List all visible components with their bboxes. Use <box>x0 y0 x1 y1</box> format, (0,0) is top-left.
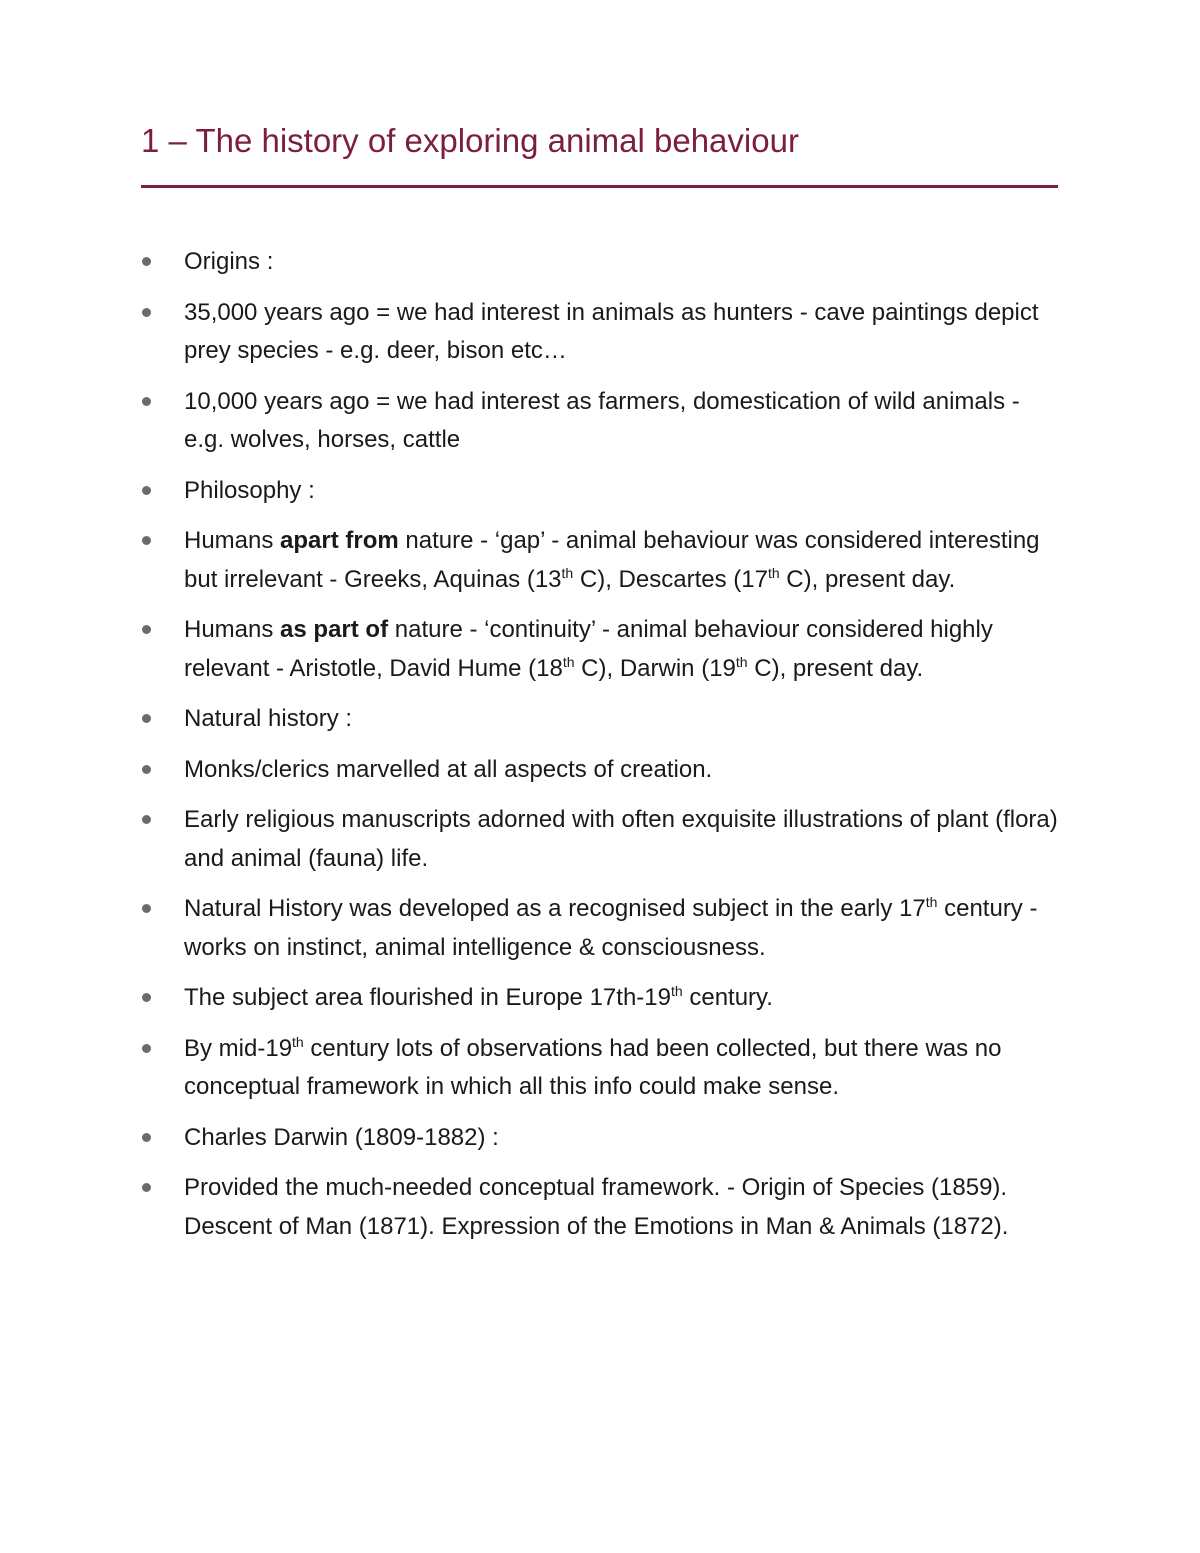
list-item-text <box>184 756 712 783</box>
list-item <box>141 1119 1061 1158</box>
bold-text: apart from <box>280 527 399 554</box>
list-item-text <box>184 895 1037 961</box>
superscript: th <box>670 983 683 999</box>
text-segment: C), present day. <box>747 654 924 682</box>
text-segment: Philosophy : <box>184 476 315 504</box>
bullet-icon <box>142 486 151 495</box>
text-segment: Charles Darwin (1809-1882) : <box>184 1123 499 1151</box>
list-item-text <box>184 527 1040 593</box>
list-item <box>141 751 1061 790</box>
list-item <box>141 472 1061 511</box>
bullet-icon <box>142 1133 151 1142</box>
bullet-icon <box>142 1183 151 1192</box>
list-item-text <box>184 1174 1008 1240</box>
list-item-text <box>184 299 1039 365</box>
list-item-text <box>184 248 273 275</box>
list-item <box>141 294 1061 371</box>
bullet-icon <box>142 815 151 824</box>
text-segment: 10,000 years ago = we had interest as farmers, domestication of wild animals - e.g. wolves, horses, cattle <box>184 387 1020 453</box>
text-segment: Monks/clerics marvelled at all aspects of creation. <box>184 755 713 783</box>
text-segment: By mid-19 <box>184 1034 293 1062</box>
superscript: th <box>767 564 780 581</box>
text-segment: Early religious manuscripts adorned with often exquisite illustrations of plant (flora) and animal (fauna) life. <box>184 806 1058 872</box>
text-segment: 35,000 years ago = we had interest in animals as hunters - cave paintings depict prey species - e.g. deer, bison etc… <box>184 298 1039 364</box>
list-item <box>141 979 1061 1018</box>
bullet-list <box>141 243 1061 1258</box>
bullet-icon <box>142 765 151 774</box>
list-item-text <box>184 388 1020 454</box>
text-segment: nature - ‘continuity’ - animal behaviour considered highly relevant - Aristotle, David Hume (18 <box>184 616 993 682</box>
list-item <box>141 1169 1061 1246</box>
text-segment: C), present day. <box>779 565 956 593</box>
bold-text: as part of <box>280 616 389 643</box>
bullet-icon <box>142 993 151 1002</box>
text-segment: Humans <box>184 527 281 554</box>
superscript: th <box>925 894 938 910</box>
superscript: th <box>561 564 574 581</box>
bullet-icon <box>142 257 151 266</box>
text-segment: Natural History was developed as a recognised subject in the early 17 <box>184 895 926 922</box>
list-item-text <box>184 806 1058 872</box>
text-segment: century - works on instinct, animal intelligence & consciousness. <box>184 895 1038 961</box>
list-item-text <box>184 984 773 1011</box>
list-item-text <box>184 705 352 732</box>
text-segment: century lots of observations had been collected, but there was no conceptual framework in which all this info could make sense. <box>184 1034 1002 1100</box>
bullet-icon <box>142 308 151 317</box>
text-segment: century. <box>682 984 773 1011</box>
text-segment: Origins : <box>184 248 274 275</box>
text-segment: Humans <box>184 616 281 643</box>
text-segment: nature - ‘gap’ - animal behaviour was considered interesting but irrelevant - Greeks, Aquinas (13 <box>184 527 1040 593</box>
bullet-icon <box>142 714 151 723</box>
superscript: th <box>562 653 575 670</box>
list-item-text <box>184 616 993 682</box>
page-title: 1 – The history of exploring animal behaviour <box>141 122 799 159</box>
list-item <box>141 700 1061 739</box>
text-segment: Natural history : <box>184 705 353 732</box>
list-item-text <box>184 1124 499 1151</box>
list-item <box>141 611 1061 688</box>
list-item <box>141 1030 1061 1107</box>
superscript: th <box>292 1033 304 1050</box>
bullet-icon <box>142 1044 151 1053</box>
list-item <box>141 801 1061 878</box>
title-underline <box>141 185 1058 188</box>
text-segment: The subject area flourished in Europe 17th-19 <box>184 984 671 1011</box>
list-item <box>141 522 1061 599</box>
text-segment: C), Darwin (19 <box>574 654 736 682</box>
bullet-icon <box>142 397 151 406</box>
bullet-icon <box>142 625 151 634</box>
list-item <box>141 383 1061 460</box>
list-item <box>141 890 1061 967</box>
text-segment: Provided the much-needed conceptual framework. - Origin of Species (1859). Descent of Man (1871). Expression of the Emotions in Man & Animals (1872). <box>184 1174 1009 1240</box>
text-segment: C), Descartes (17 <box>573 565 768 593</box>
list-item-text <box>184 477 315 504</box>
superscript: th <box>735 653 748 670</box>
list-item <box>141 243 1061 282</box>
bullet-icon <box>142 536 151 545</box>
list-item-text <box>184 1035 1002 1101</box>
bullet-icon <box>142 904 151 913</box>
